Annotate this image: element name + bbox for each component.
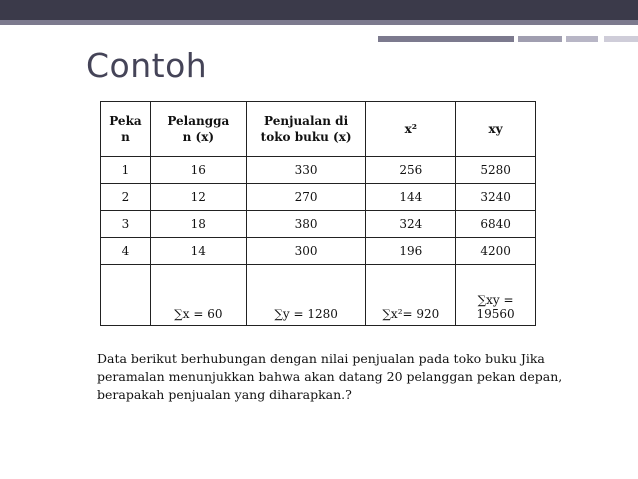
table-row [101,184,536,211]
table-cell: 144 [366,184,456,211]
data-table [100,101,536,326]
table-cell: 270 [246,184,366,211]
header-xy [456,102,536,157]
table-header-row [101,102,536,157]
table-sum-row [101,265,536,326]
sum-xy-cell [456,265,536,326]
header-x-squared [366,102,456,157]
sum-xy-label: ∑xy = 19560 [476,293,515,321]
sum-x-cell: ∑x = 60 [150,265,246,326]
table-cell: 6840 [456,211,536,238]
table-cell: 4200 [456,238,536,265]
table-cell: 3 [101,211,151,238]
header-label: Peka n [109,114,142,144]
sum-cell-empty [101,265,151,326]
table-cell: 14 [150,238,246,265]
slide-top-accent-bar [0,20,638,25]
table-row [101,157,536,184]
table-row [101,211,536,238]
table-cell: 256 [366,157,456,184]
header-pekan [101,102,151,157]
table-cell: 5280 [456,157,536,184]
header-label: x² [404,122,418,136]
table-cell: 3240 [456,184,536,211]
table-cell: 1 [101,157,151,184]
decorative-bar [604,36,638,42]
header-penjualan [246,102,366,157]
decorative-bar [518,36,562,42]
slide-top-bar [0,0,638,20]
table-cell: 2 [101,184,151,211]
table-cell: 330 [246,157,366,184]
slide-title: Contoh [86,46,208,85]
table-cell: 324 [366,211,456,238]
table-cell: 16 [150,157,246,184]
table-cell: 300 [246,238,366,265]
table-cell: 380 [246,211,366,238]
table-cell: 12 [150,184,246,211]
header-pelanggan [150,102,246,157]
sum-x-squared-cell: ∑x²= 920 [366,265,456,326]
problem-description: Data berikut berhubungan dengan nilai penjualan pada toko buku Jika peramalan menunjukkan bahwa akan datang 20 pelanggan pekan depan, berapakah penjualan yang diharapkan.? [97,351,563,402]
sum-y-cell: ∑y = 1280 [246,265,366,326]
header-label: xy [488,122,503,136]
header-label: Pelangga n (x) [167,114,230,144]
table-cell: 4 [101,238,151,265]
table-cell: 196 [366,238,456,265]
decorative-bar [566,36,598,42]
table-row [101,238,536,265]
header-label: Penjualan di toko buku (x) [260,114,352,144]
table-cell: 18 [150,211,246,238]
decorative-bar [378,36,514,42]
